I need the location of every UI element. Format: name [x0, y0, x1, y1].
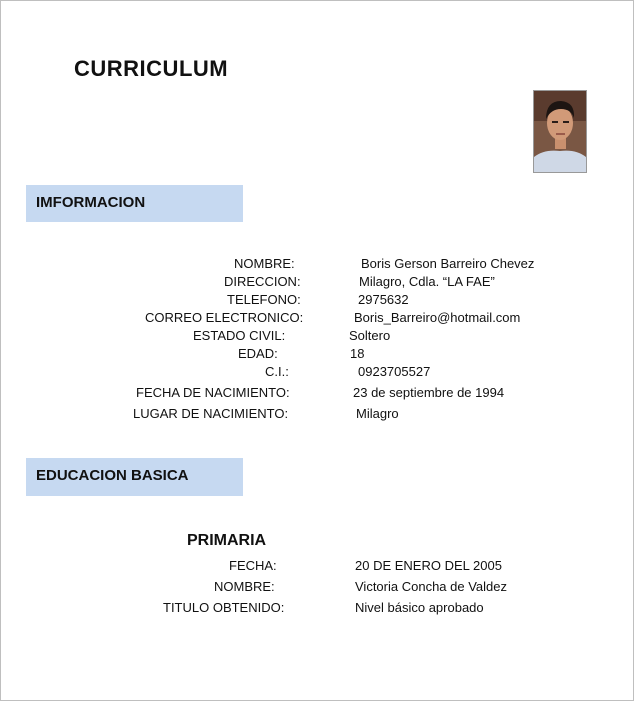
- value-nombre-escuela: Victoria Concha de Valdez: [355, 579, 508, 594]
- section-header-educacion-basica: EDUCACION BASICA: [26, 458, 243, 496]
- section-header-informacion: IMFORMACION: [26, 185, 243, 222]
- label-fecha: FECHA:: [229, 558, 277, 573]
- value-titulo-obtenido: Nivel básico aprobado: [355, 600, 484, 615]
- value-fecha-nacimiento: 23 de septiembre de 1994: [353, 385, 505, 400]
- label-nombre: NOMBRE:: [234, 256, 295, 271]
- value-telefono: 2975632: [358, 292, 409, 307]
- value-correo: Boris_Barreiro@hotmail.com: [354, 310, 521, 325]
- label-titulo-obtenido: TITULO OBTENIDO:: [163, 600, 285, 615]
- label-fecha-nacimiento: FECHA DE NACIMIENTO:: [136, 385, 290, 400]
- value-lugar-nacimiento: Milagro: [356, 406, 399, 421]
- label-ci: C.I.:: [265, 364, 289, 379]
- label-estado-civil: ESTADO CIVIL:: [193, 328, 286, 343]
- value-nombre: Boris Gerson Barreiro Chevez: [361, 256, 535, 271]
- value-direccion: Milagro, Cdla. “LA FAE”: [359, 274, 495, 289]
- value-estado-civil: Soltero: [349, 328, 391, 343]
- profile-photo: [533, 90, 587, 173]
- value-fecha: 20 DE ENERO DEL 2005: [355, 558, 502, 573]
- subsection-primaria: PRIMARIA: [187, 532, 267, 549]
- label-lugar-nacimiento: LUGAR DE NACIMIENTO:: [133, 406, 289, 421]
- page-title: CURRICULUM: [74, 56, 229, 81]
- value-ci: 0923705527: [358, 364, 431, 379]
- label-nombre-escuela: NOMBRE:: [214, 579, 275, 594]
- person-portrait-icon: [534, 91, 586, 172]
- label-telefono: TELEFONO:: [227, 292, 301, 307]
- label-edad: EDAD:: [238, 346, 278, 361]
- value-edad: 18: [350, 346, 365, 361]
- label-correo: CORREO ELECTRONICO:: [145, 310, 304, 325]
- label-direccion: DIRECCION:: [224, 274, 301, 289]
